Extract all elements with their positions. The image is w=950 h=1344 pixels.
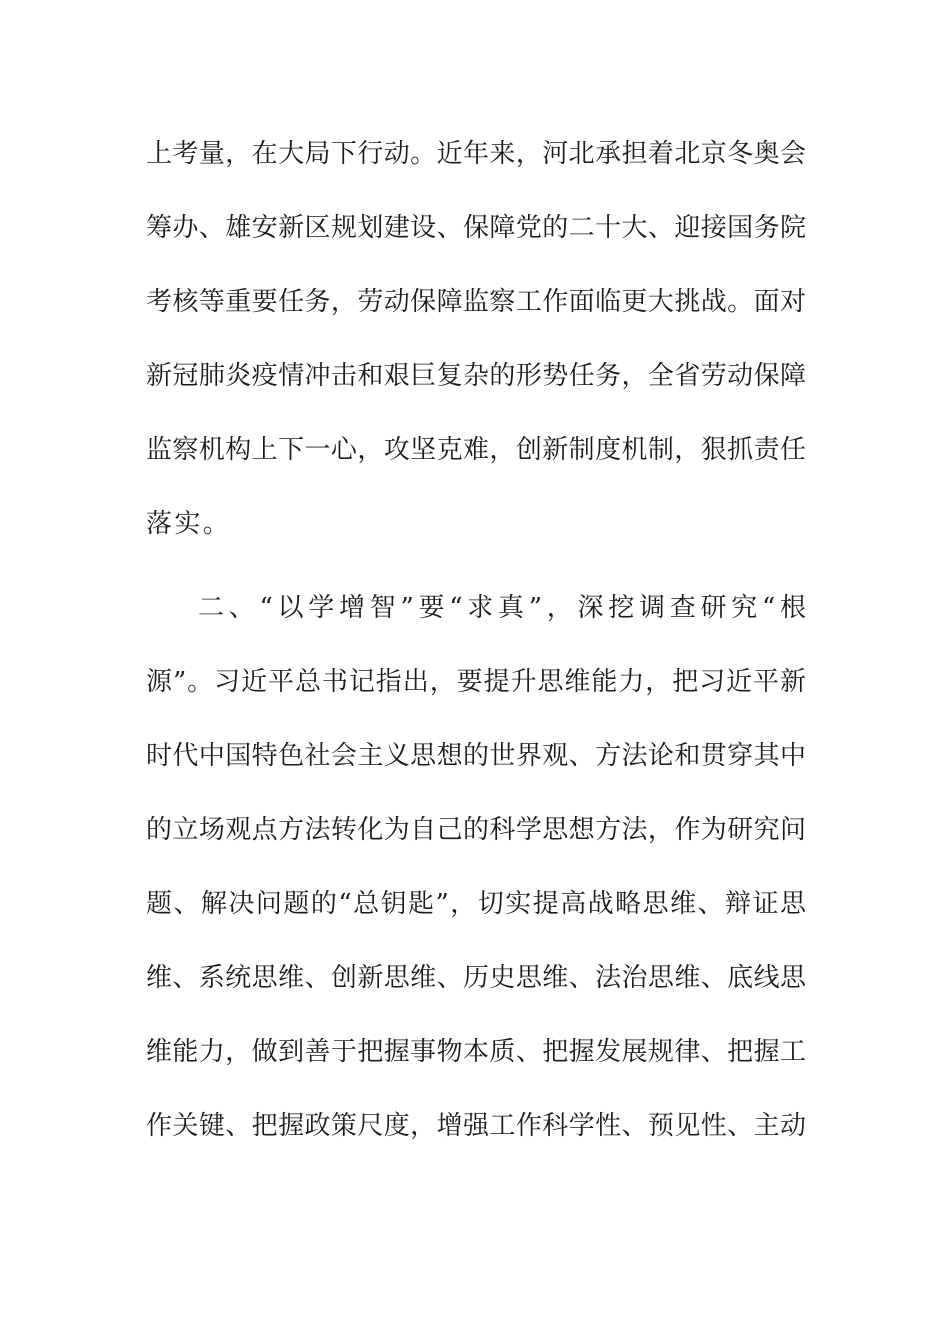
- paragraph-line: 源”。习近平总书记指出，要提升思维能力，把习近平新: [146, 667, 806, 697]
- paragraph-line: 监察机构上下一心，攻坚克难，创新制度机制，狠抓责任: [146, 435, 806, 465]
- paragraph-line: 新冠肺炎疫情冲击和艰巨复杂的形势任务，全省劳动保障: [146, 361, 806, 391]
- paragraph-line: 维能力，做到善于把握事物本质、把握发展规律、把握工: [146, 1037, 806, 1067]
- paragraph-line: 考核等重要任务，劳动保障监察工作面临更大挑战。面对: [146, 287, 806, 317]
- section-heading-line: 二、“以学增智”要“求真”，深挖调查研究“根: [198, 593, 806, 623]
- paragraph-line: 筹办、雄安新区规划建设、保障党的二十大、迎接国务院: [146, 213, 806, 243]
- paragraph-line: 上考量，在大局下行动。近年来，河北承担着北京冬奥会: [146, 139, 806, 169]
- paragraph-line: 落实。: [146, 509, 232, 539]
- paragraph-line: 作关键、把握政策尺度，增强工作科学性、预见性、主动: [146, 1111, 806, 1141]
- paragraph-line: 题、解决问题的“总钥匙”，切实提高战略思维、辩证思: [146, 889, 806, 919]
- paragraph-line: 时代中国特色社会主义思想的世界观、方法论和贯穿其中: [146, 741, 806, 771]
- paragraph-line: 的立场观点方法转化为自己的科学思想方法，作为研究问: [146, 815, 806, 845]
- paragraph-line: 维、系统思维、创新思维、历史思维、法治思维、底线思: [146, 963, 806, 993]
